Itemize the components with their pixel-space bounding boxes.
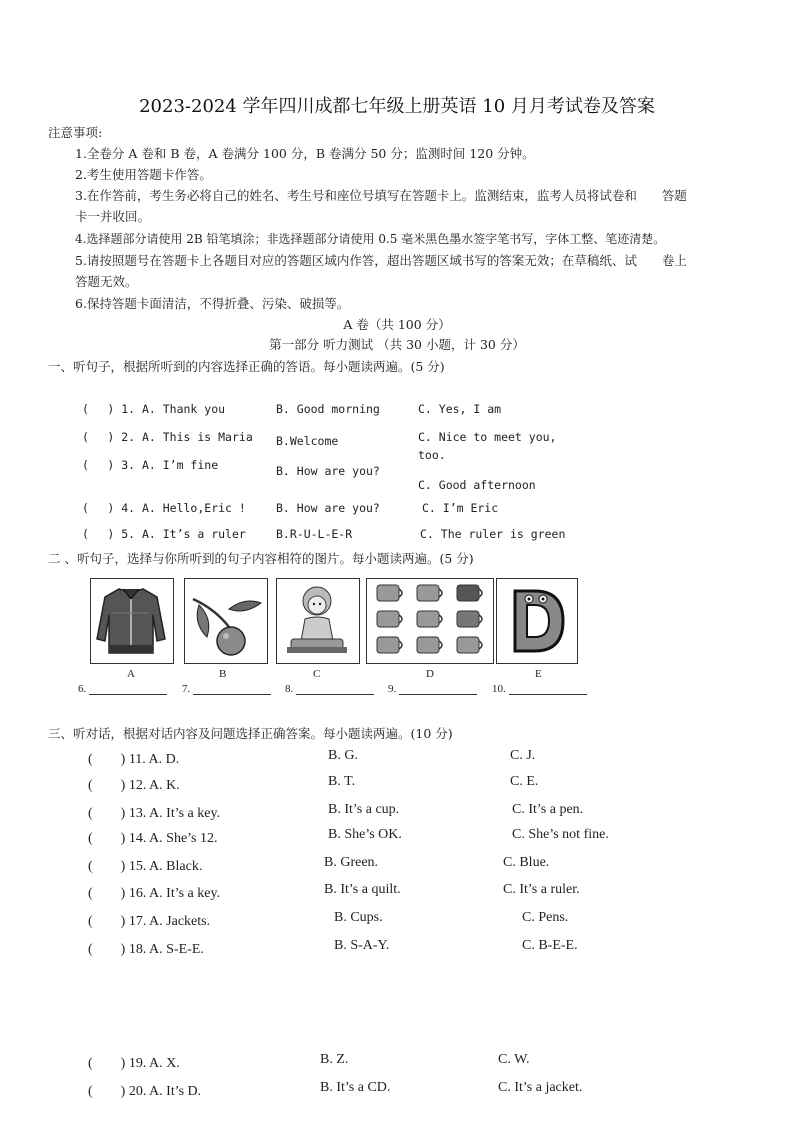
blank-number: 9.	[388, 683, 397, 695]
question-4-option-b: B. How are you?	[276, 501, 380, 515]
question-1-stem: ( ) 1. A. Thank you	[82, 402, 226, 416]
question-12-stem: ( ) 12. A. K.	[88, 778, 180, 793]
question-15-stem: ( ) 15. A. Black.	[88, 859, 203, 874]
question-4-stem: ( ) 4. A. Hello,Eric !	[82, 501, 246, 515]
question-11-stem: ( ) 11. A. D.	[88, 752, 180, 767]
part1-heading: 第一部分 听力测试 （共 30 小题，计 30 分）	[269, 337, 525, 352]
question-14-option-b: B. She’s OK.	[328, 827, 402, 842]
question-11-option-b: B. G.	[328, 748, 358, 763]
letter-d-icon	[497, 579, 576, 662]
question-3-stem: ( ) 3. A. I’m fine	[82, 458, 219, 472]
question-12-option-c: C. E.	[510, 774, 539, 789]
question-3-option-b: B. How are you?	[276, 464, 380, 478]
question-19-option-c: C. W.	[498, 1052, 530, 1067]
picture-b	[184, 578, 268, 664]
question-2-option-c: C. Nice to meet you,	[418, 430, 557, 444]
jacket-icon	[91, 579, 172, 662]
answer-blank-6[interactable]	[78, 683, 167, 695]
blank-number: 7.	[182, 683, 191, 695]
picture-c	[276, 578, 360, 664]
question-4-option-c: C. I’m Eric	[422, 501, 499, 515]
note-item: 3.在作答前，考生务必将自己的姓名、考生号和座位号填写在答题卡上。监测结束，监考人员将试卷和 答题	[75, 188, 687, 203]
question-5-option-c: C. The ruler is green	[420, 527, 566, 541]
question-12-option-b: B. T.	[328, 774, 356, 789]
picture-e	[496, 578, 578, 664]
picture-label-e: E	[535, 668, 542, 680]
section1-heading: 一、听句子，根据所听到的内容选择正确的答语。每小题读两遍。(5 分)	[48, 359, 445, 374]
page-title: 2023-2024 学年四川成都七年级上册英语 10 月月考试卷及答案	[139, 96, 655, 117]
note-item: 答题无效。	[75, 274, 138, 289]
question-13-option-b: B. It’s a cup.	[328, 802, 400, 817]
orange-branch-icon	[185, 579, 266, 662]
question-2-option-c-cont: too.	[418, 448, 446, 462]
note-item: 卡一并收回。	[75, 209, 151, 224]
question-20-option-c: C. It’s a jacket.	[498, 1080, 583, 1095]
question-13-stem: ( ) 13. A. It’s a key.	[88, 806, 221, 821]
note-item: 5.请按照题号在答题卡上各题目对应的答题区域内作答，超出答题区域书写的答案无效；在草稿纸、试 卷上	[75, 253, 687, 268]
question-20-option-b: B. It’s a CD.	[320, 1080, 391, 1095]
cups-grid-icon	[367, 579, 492, 662]
picture-label-c: C	[313, 668, 321, 680]
notes-heading: 注意事项:	[48, 125, 103, 140]
section3-heading: 三、听对话，根据对话内容及问题选择正确答案。每小题读两遍。(10 分)	[48, 726, 453, 741]
question-14-stem: ( ) 14. A. She’s 12.	[88, 831, 218, 846]
answer-blank-9[interactable]	[388, 683, 477, 695]
question-18-option-c: C. B-E-E.	[522, 938, 578, 953]
question-5-option-b: B.R-U-L-E-R	[276, 527, 353, 541]
question-16-option-c: C. It’s a ruler.	[503, 882, 580, 897]
note-item: 6.保持答题卡面清洁，不得折叠、污染、破损等。	[75, 296, 350, 311]
question-18-stem: ( ) 18. A. S-E-E.	[88, 942, 204, 957]
blank-number: 6.	[78, 683, 87, 695]
question-5-stem: ( ) 5. A. It’s a ruler	[82, 527, 246, 541]
question-19-option-b: B. Z.	[320, 1052, 349, 1067]
picture-d	[366, 578, 494, 664]
question-15-option-c: C. Blue.	[503, 855, 550, 870]
note-item: 4.选择题部分请使用 2B 铅笔填涂；非选择题部分请使用 0.5 毫米黑色墨水签字笔书写，字体工整、笔迹清楚。	[75, 232, 666, 246]
question-16-stem: ( ) 16. A. It’s a key.	[88, 886, 221, 901]
picture-label-b: B	[219, 668, 227, 680]
answer-blank-10[interactable]	[492, 683, 587, 695]
question-17-option-c: C. Pens.	[522, 910, 569, 925]
question-2-stem: ( ) 2. A. This is Maria	[82, 430, 253, 444]
section2-heading: 二 、听句子，选择与你所听到的句子内容相符的图片。每小题读两遍。(5 分)	[48, 551, 474, 566]
question-17-option-b: B. Cups.	[334, 910, 383, 925]
question-19-stem: ( ) 19. A. X.	[88, 1056, 180, 1071]
blank-number: 8.	[285, 683, 294, 695]
picture-label-d: D	[426, 668, 434, 680]
picture-label-a: A	[127, 668, 135, 680]
question-11-option-c: C. J.	[510, 748, 536, 763]
question-15-option-b: B. Green.	[324, 855, 379, 870]
question-13-option-c: C. It’s a pen.	[512, 802, 584, 817]
volume-a-heading: A 卷（共 100 分）	[343, 317, 451, 332]
picture-a	[90, 578, 174, 664]
answer-blank-8[interactable]	[285, 683, 374, 695]
question-1-option-c: C. Yes, I am	[418, 402, 502, 416]
question-17-stem: ( ) 17. A. Jackets.	[88, 914, 211, 929]
question-3-option-c: C. Good afternoon	[418, 478, 536, 492]
answer-blank-7[interactable]	[182, 683, 271, 695]
question-20-stem: ( ) 20. A. It’s D.	[88, 1084, 202, 1099]
note-item: 1.全卷分 A 卷和 B 卷，A 卷满分 100 分，B 卷满分 50 分；监测时间 120 分钟。	[75, 146, 535, 161]
girl-with-toy-icon	[277, 579, 358, 662]
blank-number: 10.	[492, 683, 506, 695]
question-2-option-b: B.Welcome	[276, 434, 339, 448]
question-14-option-c: C. She’s not fine.	[512, 827, 609, 842]
question-18-option-b: B. S-A-Y.	[334, 938, 390, 953]
note-item: 2.考生使用答题卡作答。	[75, 167, 212, 182]
question-1-option-b: B. Good morning	[276, 402, 380, 416]
question-16-option-b: B. It’s a quilt.	[324, 882, 401, 897]
